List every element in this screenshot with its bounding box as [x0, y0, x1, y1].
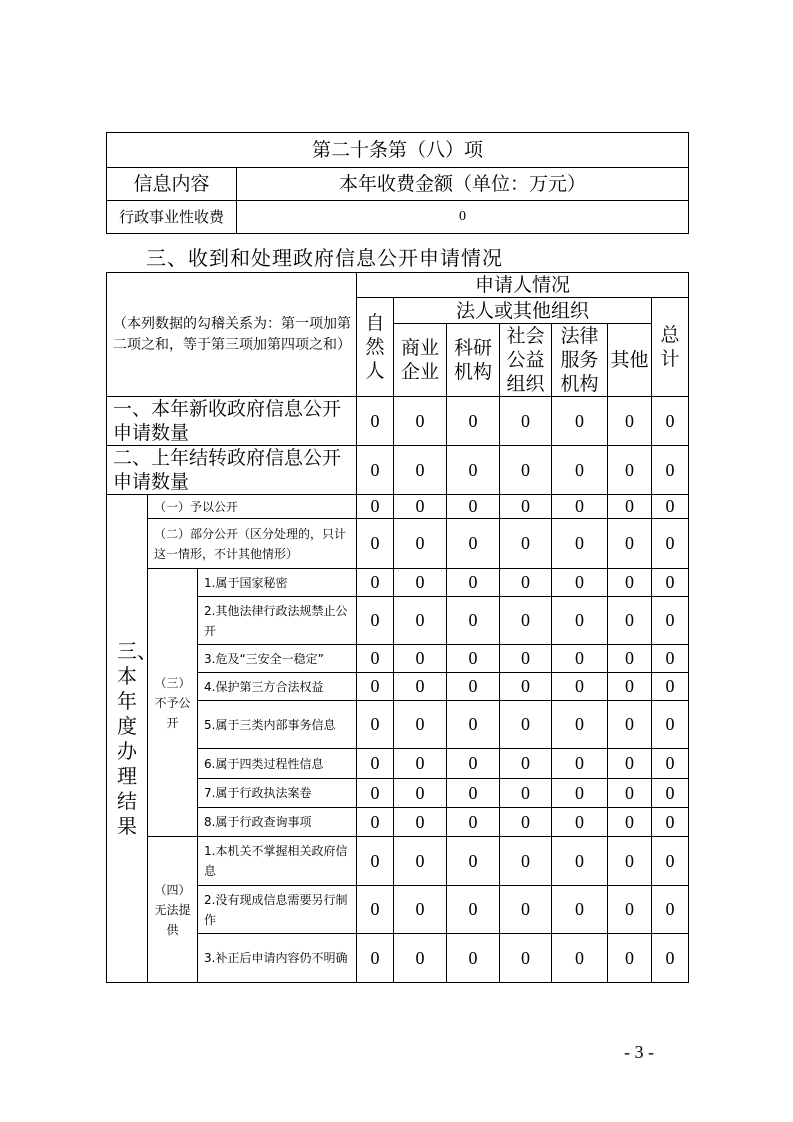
- value-cell: 0: [357, 886, 394, 934]
- value-cell: 0: [608, 495, 652, 519]
- value-cell: 0: [500, 645, 552, 673]
- col-social: 社会公益组织: [500, 324, 552, 397]
- value-cell: 0: [357, 701, 394, 749]
- value-cell: 0: [500, 495, 552, 519]
- value-cell: 0: [394, 597, 447, 645]
- value-cell: 0: [652, 597, 689, 645]
- value-cell: 0: [652, 645, 689, 673]
- item-label: 6.属于四类过程性信息: [198, 749, 357, 779]
- value-cell: 0: [357, 673, 394, 701]
- value-cell: 0: [552, 701, 608, 749]
- value-cell: 0: [394, 495, 447, 519]
- value-cell: 0: [357, 446, 394, 495]
- value-cell: 0: [652, 837, 689, 886]
- value-cell: 0: [447, 837, 500, 886]
- value-cell: 0: [552, 673, 608, 701]
- value-cell: 0: [394, 934, 447, 983]
- value-cell: 0: [608, 837, 652, 886]
- value-cell: 0: [608, 673, 652, 701]
- value-cell: 0: [608, 749, 652, 779]
- table-row: [107, 569, 689, 597]
- table-row: [107, 397, 689, 446]
- value-cell: 0: [552, 597, 608, 645]
- fee-table-title: 第二十条第（八）项: [107, 133, 689, 168]
- value-cell: 0: [394, 645, 447, 673]
- value-cell: 0: [608, 597, 652, 645]
- value-cell: 0: [447, 495, 500, 519]
- sub3-label: （三）不予公开: [148, 569, 198, 837]
- value-cell: 0: [652, 673, 689, 701]
- sub2-label: （二）部分公开（区分处理的，只计这一情形，不计其他情形）: [148, 519, 357, 569]
- value-cell: 0: [394, 886, 447, 934]
- note-cell: （本列数据的勾稽关系为：第一项加第二项之和，等于第三项加第四项之和）: [107, 273, 357, 397]
- value-cell: 0: [394, 749, 447, 779]
- value-cell: 0: [500, 519, 552, 569]
- value-cell: 0: [447, 569, 500, 597]
- fee-col-label: 信息内容: [107, 168, 237, 201]
- value-cell: 0: [500, 749, 552, 779]
- group3-label-text: 三、本年度办理结果: [117, 638, 157, 838]
- value-cell: 0: [447, 673, 500, 701]
- item-label: 4.保护第三方合法权益: [198, 673, 357, 701]
- value-cell: 0: [652, 886, 689, 934]
- value-cell: 0: [500, 569, 552, 597]
- value-cell: 0: [608, 701, 652, 749]
- value-cell: 0: [608, 934, 652, 983]
- value-cell: 0: [357, 808, 394, 837]
- value-cell: 0: [652, 446, 689, 495]
- value-cell: 0: [357, 837, 394, 886]
- item-label: 2.其他法律行政法规禁止公开: [198, 597, 357, 645]
- value-cell: 0: [552, 749, 608, 779]
- value-cell: 0: [608, 779, 652, 808]
- value-cell: 0: [652, 701, 689, 749]
- value-cell: 0: [552, 837, 608, 886]
- value-cell: 0: [447, 519, 500, 569]
- value-cell: 0: [500, 673, 552, 701]
- item-label: 5.属于三类内部事务信息: [198, 701, 357, 749]
- value-cell: 0: [552, 886, 608, 934]
- col-commercial: 商业企业: [394, 324, 447, 397]
- value-cell: 0: [552, 397, 608, 446]
- value-cell: 0: [357, 495, 394, 519]
- col-other: 其他: [608, 324, 652, 397]
- value-cell: 0: [552, 519, 608, 569]
- value-cell: 0: [357, 934, 394, 983]
- table-row: [107, 446, 689, 495]
- value-cell: 0: [394, 446, 447, 495]
- application-table: [106, 272, 689, 983]
- value-cell: 0: [552, 569, 608, 597]
- value-cell: 0: [652, 934, 689, 983]
- value-cell: 0: [552, 808, 608, 837]
- value-cell: 0: [394, 837, 447, 886]
- value-cell: 0: [652, 569, 689, 597]
- value-cell: 0: [447, 886, 500, 934]
- applicant-header: 申请人情况: [357, 273, 689, 298]
- value-cell: 0: [500, 837, 552, 886]
- value-cell: 0: [500, 446, 552, 495]
- value-cell: 0: [500, 701, 552, 749]
- value-cell: 0: [447, 446, 500, 495]
- item-label: 8.属于行政查询事项: [198, 808, 357, 837]
- col-legal-service: 法律服务机构: [552, 324, 608, 397]
- value-cell: 0: [652, 397, 689, 446]
- value-cell: 0: [394, 397, 447, 446]
- value-cell: 0: [500, 597, 552, 645]
- value-cell: 0: [357, 645, 394, 673]
- value-cell: 0: [447, 597, 500, 645]
- row2-label: 二、上年结转政府信息公开申请数量: [107, 446, 357, 495]
- value-cell: 0: [500, 397, 552, 446]
- fee-row-value: 0: [237, 201, 689, 234]
- value-cell: 0: [552, 495, 608, 519]
- value-cell: 0: [447, 934, 500, 983]
- value-cell: 0: [608, 446, 652, 495]
- item-label: 1.本机关不掌握相关政府信息: [198, 837, 357, 886]
- value-cell: 0: [608, 645, 652, 673]
- fee-col-value: 本年收费金额（单位：万元）: [237, 168, 689, 201]
- value-cell: 0: [552, 934, 608, 983]
- page-number: - 3 -: [624, 1042, 654, 1062]
- value-cell: 0: [500, 934, 552, 983]
- legal-header: 法人或其他组织: [394, 298, 652, 324]
- value-cell: 0: [357, 569, 394, 597]
- col-research: 科研机构: [447, 324, 500, 397]
- value-cell: 0: [608, 569, 652, 597]
- value-cell: 0: [552, 645, 608, 673]
- value-cell: 0: [394, 779, 447, 808]
- value-cell: 0: [394, 519, 447, 569]
- value-cell: 0: [394, 569, 447, 597]
- item-label: 7.属于行政执法案卷: [198, 779, 357, 808]
- fee-row-label: 行政事业性收费: [107, 201, 237, 234]
- item-label: 1.属于国家秘密: [198, 569, 357, 597]
- value-cell: 0: [652, 749, 689, 779]
- value-cell: 0: [552, 446, 608, 495]
- value-cell: 0: [652, 519, 689, 569]
- value-cell: 0: [394, 673, 447, 701]
- value-cell: 0: [552, 779, 608, 808]
- value-cell: 0: [357, 397, 394, 446]
- value-cell: 0: [608, 397, 652, 446]
- value-cell: 0: [652, 495, 689, 519]
- value-cell: 0: [447, 749, 500, 779]
- value-cell: 0: [394, 808, 447, 837]
- value-cell: 0: [608, 519, 652, 569]
- col-natural: 自然人: [357, 298, 394, 397]
- item-label: 3.危及“三安全一稳定”: [198, 645, 357, 673]
- item-label: 3.补正后申请内容仍不明确: [198, 934, 357, 983]
- value-cell: 0: [500, 886, 552, 934]
- table-row: [107, 519, 689, 569]
- value-cell: 0: [652, 779, 689, 808]
- value-cell: 0: [608, 808, 652, 837]
- sub1-label: （一）予以公开: [148, 495, 357, 519]
- value-cell: 0: [447, 779, 500, 808]
- value-cell: 0: [357, 779, 394, 808]
- value-cell: 0: [357, 749, 394, 779]
- fee-table: [106, 132, 689, 234]
- value-cell: 0: [500, 779, 552, 808]
- sub4-label: （四）无法提供: [148, 837, 198, 983]
- value-cell: 0: [500, 808, 552, 837]
- value-cell: 0: [447, 808, 500, 837]
- table-row: [107, 837, 689, 886]
- value-cell: 0: [447, 701, 500, 749]
- row1-label: 一、本年新收政府信息公开申请数量: [107, 397, 357, 446]
- section-title: 三、收到和处理政府信息公开申请情况: [146, 246, 503, 270]
- value-cell: 0: [357, 519, 394, 569]
- item-label: 2.没有现成信息需要另行制作: [198, 886, 357, 934]
- value-cell: 0: [394, 701, 447, 749]
- value-cell: 0: [608, 886, 652, 934]
- value-cell: 0: [447, 645, 500, 673]
- value-cell: 0: [357, 597, 394, 645]
- value-cell: 0: [652, 808, 689, 837]
- col-total: 总计: [652, 298, 689, 397]
- value-cell: 0: [447, 397, 500, 446]
- table-row: [107, 495, 689, 519]
- group3-label: [107, 495, 157, 983]
